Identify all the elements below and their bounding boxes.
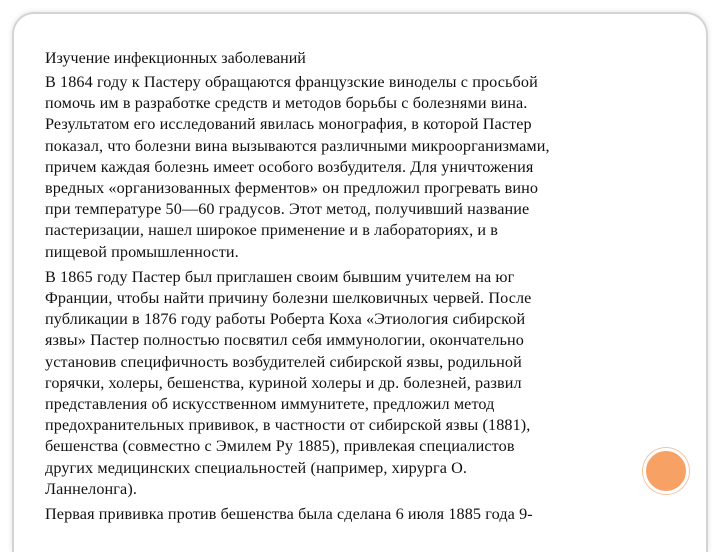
paragraph-wine-diseases (45, 72, 690, 263)
text-line: вредных «организованных ферментов» он предложил прогревать вино (45, 179, 539, 198)
text-line: Первая прививка против бешенства была сделана 6 июля 1885 года 9- (45, 505, 533, 524)
slide-heading: Изучение инфекционных заболеваний (45, 50, 306, 67)
text-line: Ланнелонга). (45, 479, 137, 498)
text-line: язвы» Пастер полностью посвятил себя иммунологии, окончательно (45, 331, 524, 350)
decorative-circle (643, 448, 689, 494)
text-line: показал, что болезни вина вызываются различными микроорганизмами, (45, 136, 550, 155)
text-line: представления об искусственном иммунитете, предложил метод (45, 395, 495, 414)
text-line: установив специфичность возбудителей сибирской язвы, родильной (45, 352, 522, 371)
text-line: бешенства (совместно с Эмилем Ру 1885), привлекая специалистов (45, 437, 515, 456)
text-line: других медицинских специальностей (например, хирурга О. (45, 458, 468, 477)
text-line: В 1865 году Пастер был приглашен своим бывшим учителем на юг (45, 267, 515, 286)
slide-content (45, 48, 690, 529)
text-line: Франции, чтобы найти причину болезни шелковичных червей. После (45, 289, 532, 308)
text-line: В 1864 году к Пастеру обращаются французские виноделы с просьбой (45, 73, 538, 91)
paragraph-immunology (45, 267, 690, 500)
text-line: горячки, холеры, бешенства, куриной холеры и др. болезней, развил (45, 373, 522, 392)
text-line: при температуре 50—60 градусов. Этот метод, получивший название (45, 200, 530, 219)
text-line: предохранительных прививок, в частности от сибирской язвы (1881), (45, 416, 531, 435)
paragraph-rabies-vaccine (45, 504, 690, 525)
text-line: пастеризации, нашел широкое применение и в лабораториях, и в (45, 221, 499, 240)
text-line: публикации в 1876 году работы Роберта Коха «Этиология сибирской (45, 310, 526, 329)
text-line: Результатом его исследований явилась монография, в которой Пастер (45, 115, 532, 134)
text-line: помочь им в разработке средств и методов борьбы с болезнями вина. (45, 94, 528, 113)
text-line: пищевой промышленности. (45, 242, 239, 261)
text-line: причем каждая болезнь имеет особого возбудителя. Для уничтожения (45, 157, 534, 176)
